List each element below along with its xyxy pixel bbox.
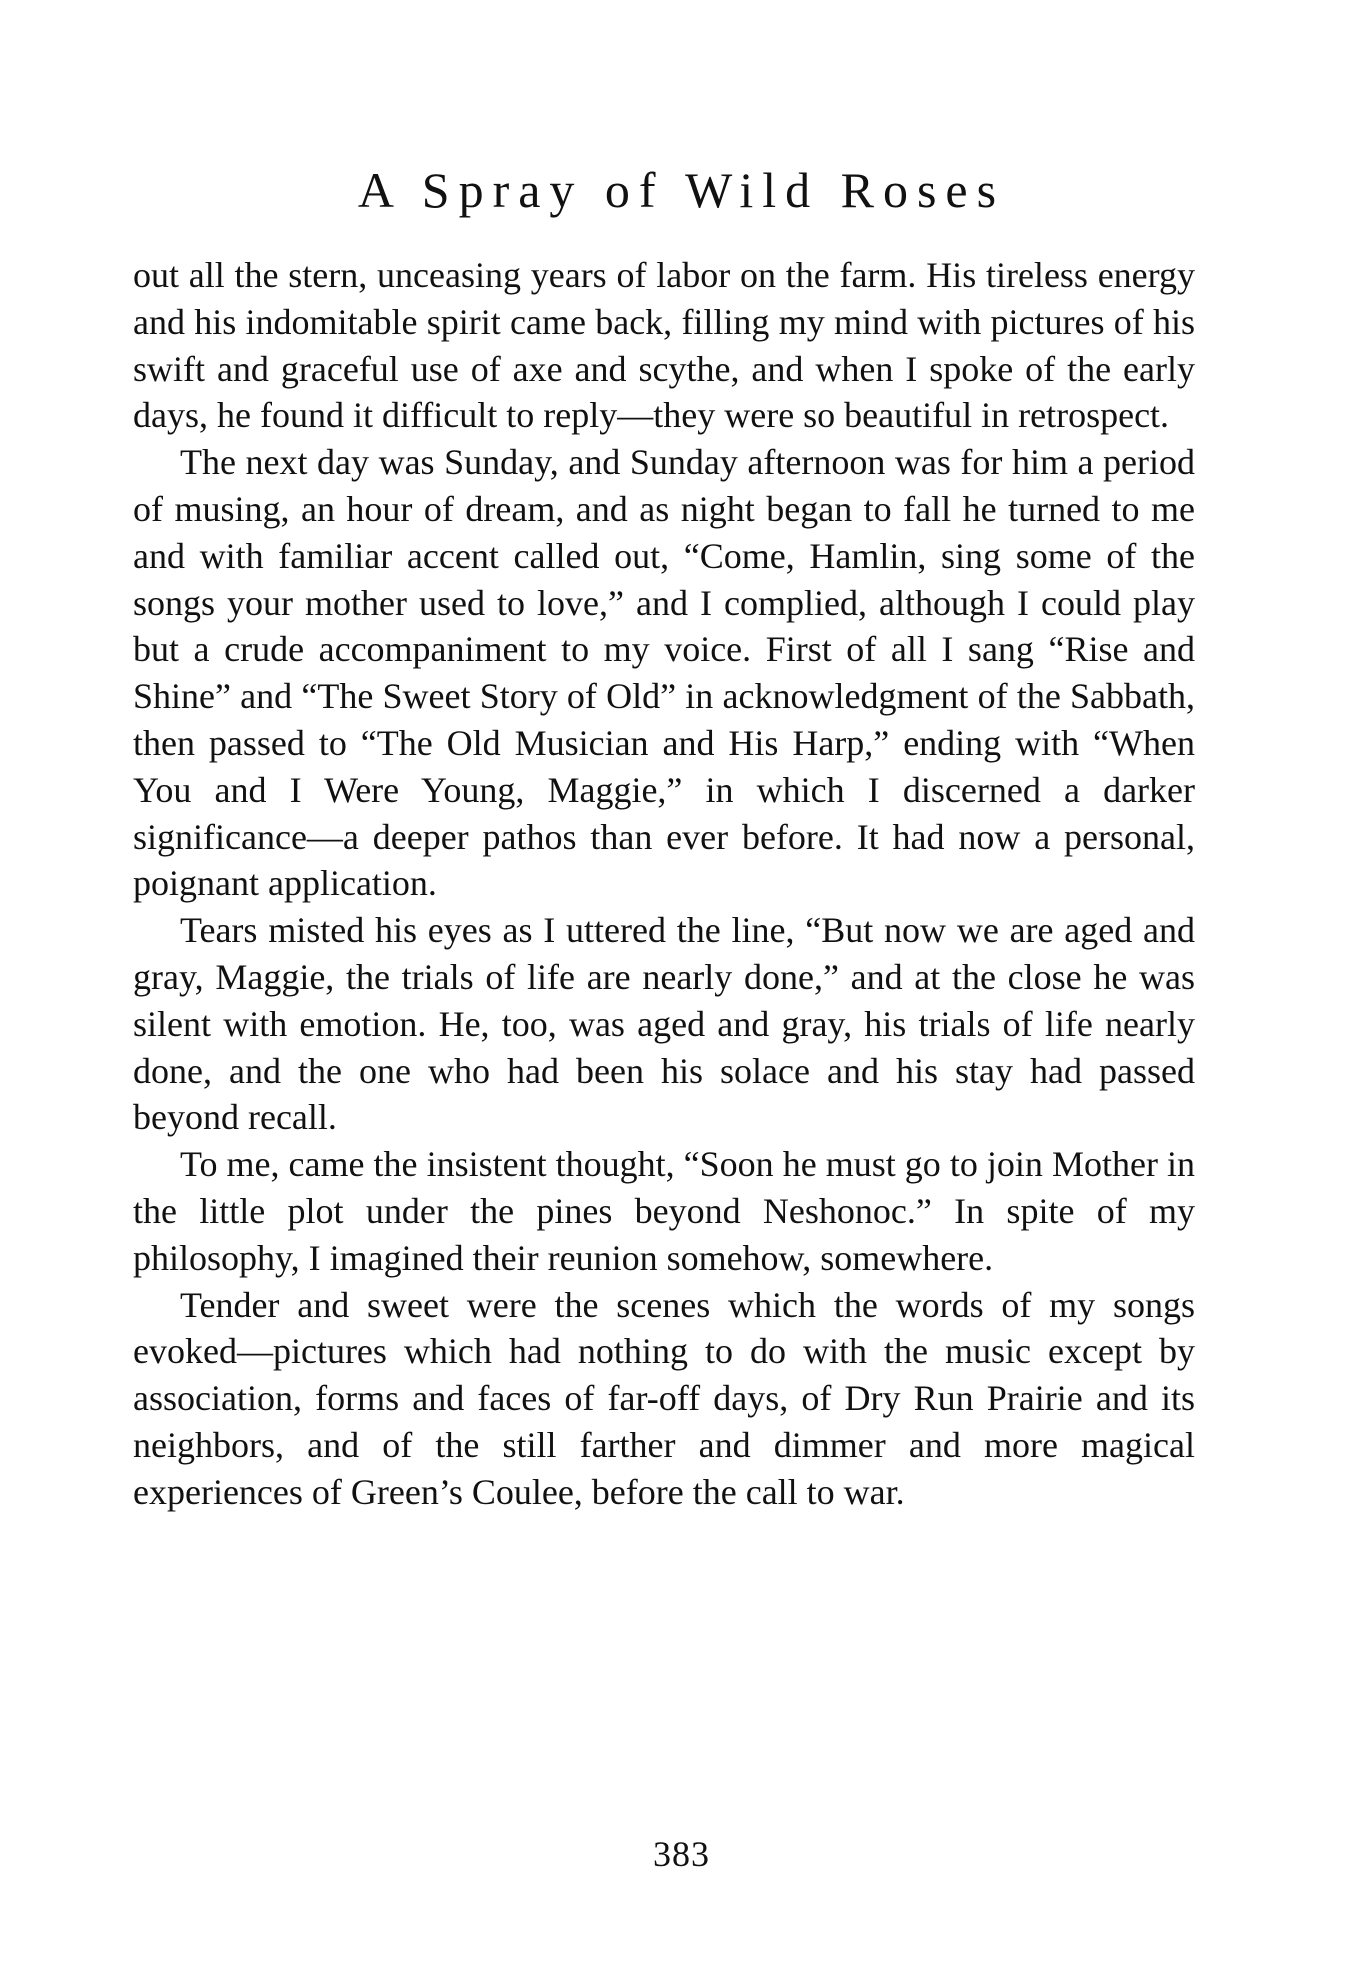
body-text xyxy=(133,252,1195,1516)
running-head: A Spray of Wild Roses xyxy=(357,162,1006,218)
paragraph: Tender and sweet were the scenes which the words of my songs evoked—pictures which had nothing to do with the music except by association, forms and faces of far-off days, of Dry Run Prairie and its neighbors, and of the still farther and dimmer and more magical experiences of Green’s Coulee, before the call to war. xyxy=(133,1284,1195,1512)
paragraph: out all the stern, unceasing years of labor on the farm. His tireless energy and his indomitable spirit came back, filling my mind with pictures of his swift and graceful use of axe and scythe, and when I spoke of the early days, he found it difficult to reply—they were so beautiful in retrospect. xyxy=(133,255,1195,436)
page-number: 383 xyxy=(653,1834,710,1874)
paragraph: To me, came the insistent thought, “Soon he must go to join Mother in the little plot under the pines beyond Neshonoc.” In spite of my philosophy, I imagined their reunion somehow, somewhere. xyxy=(133,1144,1195,1278)
paragraph: Tears misted his eyes as I uttered the line, “But now we are aged and gray, Maggie, the trials of life are nearly done,” and at the close he was silent with emotion. He, too, was aged and gray, his trials of life nearly done, and the one who had been his solace and his stay had passed beyond recall. xyxy=(133,910,1195,1138)
paragraph: The next day was Sunday, and Sunday afternoon was for him a period of musing, an hour of dream, and as night began to fall he turned to me and with familiar accent called out, “Come, Hamlin, sing some of the songs your mother used to love,” and I complied, although I could play but a crude accompaniment to my voice. First of all I sang “Rise and Shine” and “The Sweet Story of Old” in acknowledgment of the Sabbath, then passed to “The Old Musician and His Harp,” ending with “When You and I Were Young, Maggie,” in which I discerned a darker significance—a deeper pathos than ever before. It had now a personal, poignant application. xyxy=(133,442,1195,904)
